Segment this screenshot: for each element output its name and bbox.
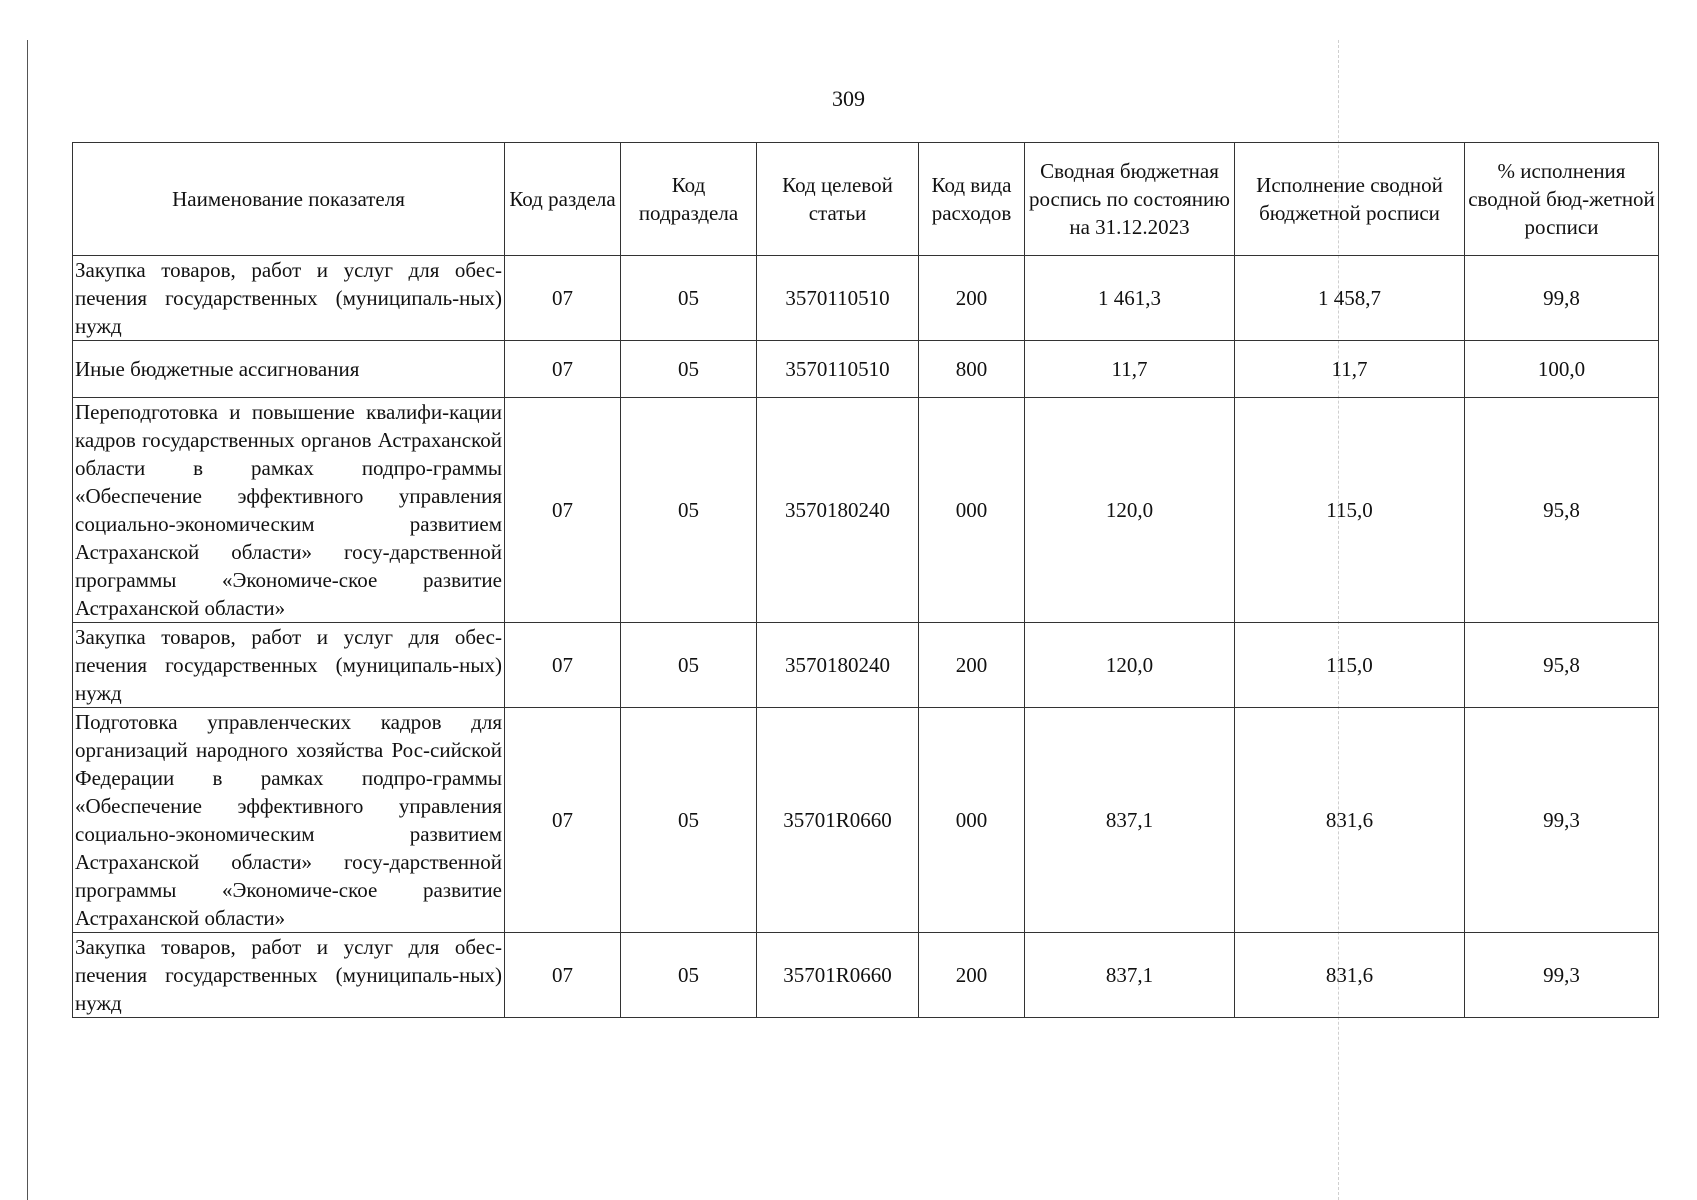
expense-type-cell: 200	[919, 256, 1025, 341]
header-subsection-code: Код подраздела	[621, 143, 757, 256]
execution-percent-cell: 100,0	[1465, 341, 1659, 398]
execution-percent-cell: 99,3	[1465, 708, 1659, 933]
target-code-cell: 3570180240	[757, 623, 919, 708]
indicator-name-cell: Закупка товаров, работ и услуг для обес-печения государственных (муниципаль-ных) нужд	[73, 256, 505, 341]
subsection-code-cell: 05	[621, 256, 757, 341]
subsection-code-cell: 05	[621, 398, 757, 623]
budget-plan-cell: 11,7	[1025, 341, 1235, 398]
budget-plan-cell: 120,0	[1025, 398, 1235, 623]
budget-execution-cell: 115,0	[1235, 623, 1465, 708]
subsection-code-cell: 05	[621, 623, 757, 708]
target-code-cell: 35701R0660	[757, 933, 919, 1018]
indicator-name-cell: Переподготовка и повышение квалифи-кации кадров государственных органов Астраханской области в рамках подпро-граммы «Обеспечение эффективного управления социально-экономическим развитием Астраханской области» госу-дарственной программы «Экономиче-ское развитие Астраханской области»	[73, 398, 505, 623]
budget-plan-cell: 120,0	[1025, 623, 1235, 708]
subsection-code-cell: 05	[621, 708, 757, 933]
subsection-code-cell: 05	[621, 341, 757, 398]
table-row	[73, 623, 1659, 708]
target-code-cell: 3570110510	[757, 341, 919, 398]
section-code-cell: 07	[505, 933, 621, 1018]
target-code-cell: 3570180240	[757, 398, 919, 623]
page-number: 309	[832, 86, 865, 111]
table-row	[73, 398, 1659, 623]
header-expense-type-code: Код вида расходов	[919, 143, 1025, 256]
indicator-name-cell: Иные бюджетные ассигнования	[73, 341, 505, 398]
table-body	[73, 256, 1659, 1018]
expense-type-cell: 000	[919, 708, 1025, 933]
budget-plan-cell: 837,1	[1025, 708, 1235, 933]
section-code-cell: 07	[505, 623, 621, 708]
budget-execution-cell: 831,6	[1235, 708, 1465, 933]
header-execution-percent: % исполнения сводной бюд-жетной росписи	[1465, 143, 1659, 256]
section-code-cell: 07	[505, 341, 621, 398]
execution-percent-cell: 95,8	[1465, 398, 1659, 623]
table-row	[73, 341, 1659, 398]
table-row	[73, 256, 1659, 341]
budget-plan-cell: 1 461,3	[1025, 256, 1235, 341]
header-section-code: Код раздела	[505, 143, 621, 256]
section-code-cell: 07	[505, 708, 621, 933]
execution-percent-cell: 99,3	[1465, 933, 1659, 1018]
indicator-name-cell: Закупка товаров, работ и услуг для обес-печения государственных (муниципаль-ных) нужд	[73, 623, 505, 708]
budget-execution-cell: 115,0	[1235, 398, 1465, 623]
indicator-name-cell: Подготовка управленческих кадров для организаций народного хозяйства Рос-сийской Федерации в рамках подпро-граммы «Обеспечение эффективного управления социально-экономическим развитием Астраханской области» госу-дарственной программы «Экономиче-ское развитие Астраханской области»	[73, 708, 505, 933]
target-code-cell: 3570110510	[757, 256, 919, 341]
header-row	[73, 143, 1659, 256]
header-target-code: Код целевой статьи	[757, 143, 919, 256]
expense-type-cell: 000	[919, 398, 1025, 623]
budget-plan-cell: 837,1	[1025, 933, 1235, 1018]
table-header	[73, 143, 1659, 256]
budget-execution-cell: 1 458,7	[1235, 256, 1465, 341]
expense-type-cell: 200	[919, 933, 1025, 1018]
execution-percent-cell: 95,8	[1465, 623, 1659, 708]
section-code-cell: 07	[505, 256, 621, 341]
table-row	[73, 933, 1659, 1018]
section-code-cell: 07	[505, 398, 621, 623]
table-row	[73, 708, 1659, 933]
header-indicator-name: Наименование показателя	[73, 143, 505, 256]
expense-type-cell: 800	[919, 341, 1025, 398]
execution-percent-cell: 99,8	[1465, 256, 1659, 341]
subsection-code-cell: 05	[621, 933, 757, 1018]
header-budget-plan: Сводная бюджетная роспись по состоянию на 31.12.2023	[1025, 143, 1235, 256]
header-budget-execution: Исполнение сводной бюджетной росписи	[1235, 143, 1465, 256]
target-code-cell: 35701R0660	[757, 708, 919, 933]
scan-margin-line	[27, 40, 28, 1200]
budget-execution-table	[72, 142, 1659, 1018]
budget-execution-cell: 11,7	[1235, 341, 1465, 398]
budget-execution-cell: 831,6	[1235, 933, 1465, 1018]
indicator-name-cell: Закупка товаров, работ и услуг для обес-печения государственных (муниципаль-ных) нужд	[73, 933, 505, 1018]
expense-type-cell: 200	[919, 623, 1025, 708]
